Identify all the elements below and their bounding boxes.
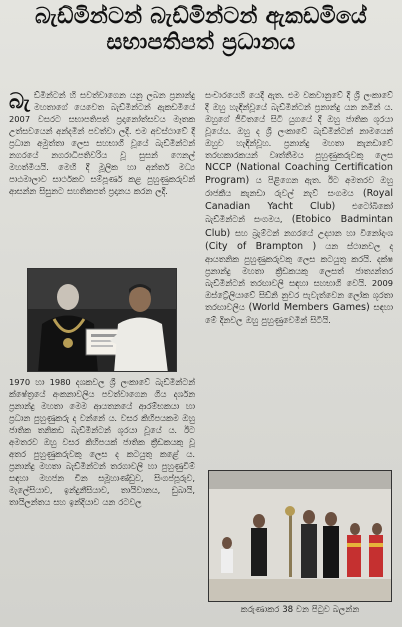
article-paragraph: ඩ්මින්ටන් හි සවත්වාගෙන යනු ලබන ප්‍රනාන්දු මහතාගේ යෙවෙත බැඩ්මින්ටන් ඇකඩමියේ 2007 වසරට සභාපතිපත් ප්‍රදානෝත්සවය මෑතක උත්සවයෙන් අන්දමින් පවත්වා ලදී. එම අවස්ථාවේ දී ප්‍රධාන අමුත්තා ලෙස සහභාගී වූයේ බැඩ්මින්ටන් නගරයේ නගරාධිපතිවරිය වූ සුසන් ෆෙනල් මහත්මියයි. මෙහි දී මූලික හා අන්තර් මධ්‍ය පාඨමාලාව සාර්ථකව සම්පූර්ණ කළ පුහුණුකරුවන් ආසන්න සිසුනට සහතිකපත් ප්‍රදානය කරන ලදී. [9, 90, 195, 197]
photo-caption: කරුණාකර 38 වන පිටුව බලන්න [240, 605, 360, 615]
world-members-games-name: (World Members Games) [248, 301, 370, 313]
article-text: සහ බ්‍රැම්ටන් නගරයේ උද්‍යාන හා විනෝදාංශ [235, 227, 393, 238]
nccp-program-name: NCCP (National Coaching Certification Program) [205, 162, 393, 187]
award-ceremony-image [28, 269, 177, 372]
left-column-top [9, 89, 195, 197]
article-text: සඳහා මේ දිනවල ඔහු පුහුණුවෙමින් සිටියි. [205, 301, 393, 325]
article-text: සංචාරයෙහි යෙදී ඇත. එම වකවානුවේ දී ශ්‍රී ලංකාවේ දී ඔහු හැඳින්වූයේ බැඩ්මින්ටන් ප්‍රනාන්දු යන නමින් ය. ඔහුගේ ජීවිතයේ සිටි යුගයේ දී ඔහු ජාතික ශූරයා වූයේය. ඔහු ද ශ්‍රී ලංකාවේ බැඩ්මින්ටන් නාමයෙන් ඔහුව හැඳින්වූහ. ප්‍රනාන්දු මහතා කැනඩාවේ තරඟකාරකයන් වෘත්තීමය පුහුණුකරුවකු ලෙස [205, 90, 393, 161]
group-event-image [209, 471, 392, 602]
group-photo [208, 470, 392, 602]
yacht-club-name: (Royal Canadian Yacht Club) [205, 188, 393, 213]
drop-cap: බැ [9, 89, 30, 113]
city-of-brampton-name: (City of Brampton ) [205, 240, 317, 252]
article-text: එටෝබිකෝ බැඩ්මින්ටන් සංගමය, [205, 201, 393, 225]
article-text: යන ස්ථානවල ද ආයතනික පුහුණුකරුවකු ලෙස කටයුතු කරයි. දක්ෂ ප්‍රනාන්දු මහතා ක්‍රීඩකයකු ලෙසත් ජාත්‍යන්තර බැඩ්මින්ටන් තරඟාවලි සඳහා සහභාගි වෙයි. 2009 ඔස්ට්‍රේලියාවේ සිඩ්නි නුවර පැවැත්වෙන ලෝක ශූරතා තරඟාවලිය [205, 240, 394, 312]
award-photo [27, 268, 177, 372]
left-column-bottom [9, 376, 195, 509]
headline [0, 4, 402, 56]
article-paragraph: 1970 හා 1980 දශකවල ශ්‍රී ලංකාවේ බැඩ්මින්ටන් ක්ෂේත්‍රයේ අංකනාවලිය පවත්වාගෙන ගිය දර්ශන ප්‍රනාන්දු මහතා මෙම ආයතනයේ ආරම්භකයා හා ප්‍රධාන පුහුණුකරු ද වන්නේ ය. වසර කිහිපයකම ඔහු ජාතික තනිකඩ බැඩ්මින්ටන් ශූරයා වූයේ ය. ඊට අමතරව ඔහු වසර කිහිපයක් ජාතික ක්‍රීඩකයකු වූ අතර පුහුණුකරුවකු ලෙස ද කටයුතු කළේ ය. ප්‍රනාන්දු මහතා බැඩ්මින්ටන් තරගාවලි හා පුහුණුවීම් සඳහා මහජන චීන සමූහාණ්ඩුව, සිංගප්පූරුව, මැලේසියාව, ඉන්දුනීසියාව, තායිවානය, ඩුබායි, තායිලන්තය සහ ඉන්දියාව යන රටවල [9, 377, 195, 508]
right-column [205, 89, 393, 326]
headline-line-2: සභාපතිපත් ප්‍රධානය [106, 29, 296, 55]
headline-line-1: බැඩ්මින්ටන් බැඩ්මින්ටන් ඇකඩමියේ [35, 4, 367, 29]
etobico-club-name: (Etobico Badmintan Club) [205, 214, 393, 239]
article-text: ය පිළිගෙන ඇත. ඊට අමතරව ඔහු රාජකීය කැනඩා රුවල් නැව් සංගමය [205, 175, 393, 199]
